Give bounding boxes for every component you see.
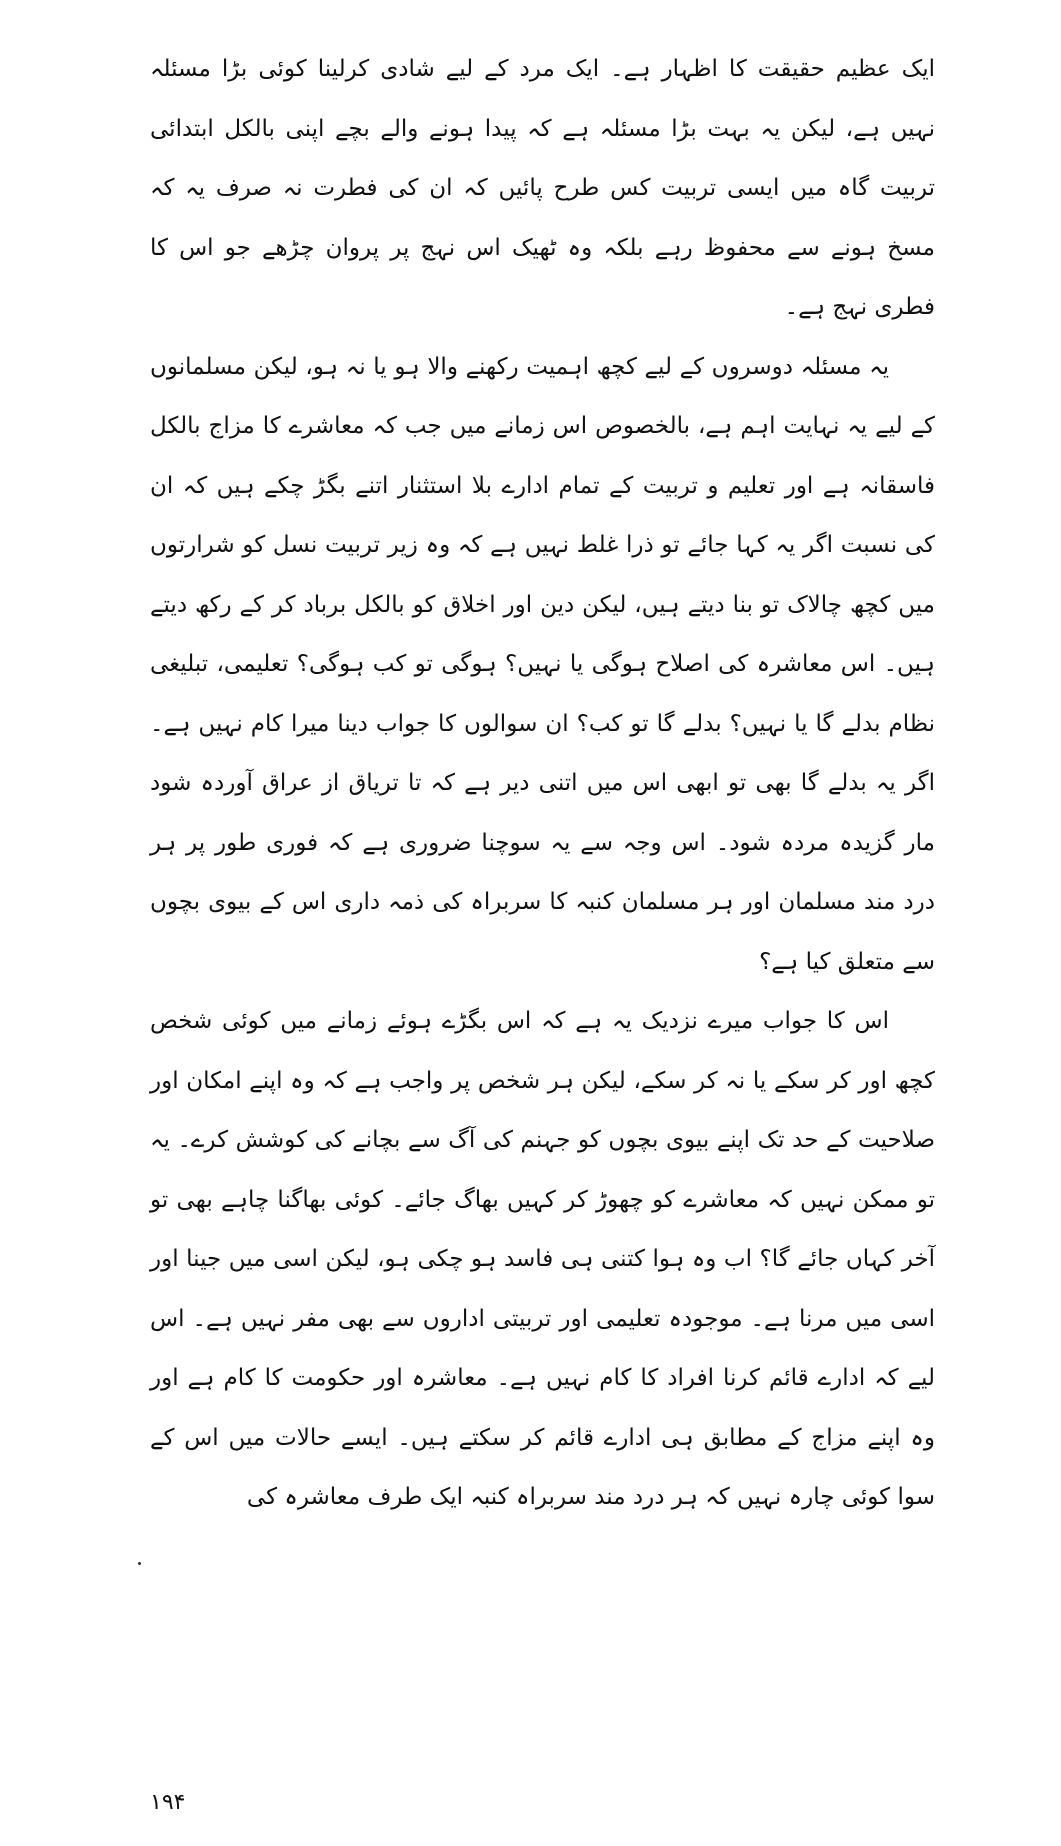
paragraph-3: اس کا جواب میرے نزدیک یہ ہے کہ اس بگڑے ہوئے زمانے میں کوئی شخص کچھ اور کر سکے یا نہ کر سکے، لیکن ہر شخص پر واجب ہے کہ وہ اپنے امکان اور صلاحیت کے حد تک اپنے بیوی بچوں کو جہنم کی آگ سے بچانے کی کوشش کرے۔ یہ تو ممکن نہیں کہ معاشرے کو چھوڑ کر کہیں بھاگ جائے۔ کوئی بھاگنا چاہے بھی تو آخر کہاں جائے گا؟ اب وہ ہوا کتنی ہی فاسد ہو چکی ہو، لیکن اسی میں جینا اور اسی میں مرنا ہے۔ موجودہ تعلیمی اور تربیتی اداروں سے بھی مفر نہیں ہے۔ اس لیے کہ ادارے قائم کرنا افراد کا کام نہیں ہے۔ معاشرہ اور حکومت کا کام ہے اور وہ اپنے مزاج کے مطابق ہی ادارے قائم کر سکتے ہیں۔ ایسے حالات میں اس کے سوا کوئی چارہ نہیں کہ ہر درد مند سربراہ کنبہ ایک طرف معاشرہ کی xyxy=(150,1008,935,1510)
body-text xyxy=(150,40,935,1528)
paragraph-2: یہ مسئلہ دوسروں کے لیے کچھ اہمیت رکھنے والا ہو یا نہ ہو، لیکن مسلمانوں کے لیے یہ نہایت اہم ہے، بالخصوص اس زمانے میں جب کہ معاشرے کا مزاج بالکل فاسقانہ ہے اور تعلیم و تربیت کے تمام ادارے بلا استثنار اتنے بگڑ چکے ہیں کہ ان کی نسبت اگر یہ کہا جائے تو ذرا غلط نہیں ہے کہ وہ زیر تربیت نسل کو شرارتوں میں کچھ چالاک تو بنا دیتے ہیں، لیکن دین اور اخلاق کو بالکل برباد کر کے رکھ دیتے ہیں۔ اس معاشرہ کی اصلاح ہوگی یا نہیں؟ ہوگی تو کب ہوگی؟ تعلیمی، تبلیغی نظام بدلے گا یا نہیں؟ بدلے گا تو کب؟ ان سوالوں کا جواب دینا میرا کام نہیں ہے۔ اگر یہ بدلے گا بھی تو ابھی اس میں اتنی دیر ہے کہ تا تریاق از عراق آوردہ شود مار گزیدہ مردہ شود۔ اس وجہ سے یہ سوچنا ضروری ہے کہ فوری طور پر ہر درد مند مسلمان اور ہر مسلمان کنبہ کا سربراہ کی ذمہ داری اس کے بیوی بچوں سے متعلق کیا ہے؟ xyxy=(150,353,935,975)
paragraph-1: ایک عظیم حقیقت کا اظہار ہے۔ ایک مرد کے لیے شادی کرلینا کوئی بڑا مسئلہ نہیں ہے، لیکن یہ بہت بڑا مسئلہ ہے کہ پیدا ہونے والے بچے اپنی بالکل ابتدائی تربیت گاہ میں ایسی تربیت کس طرح پائیں کہ ان کی فطرت نہ صرف یہ کہ مسخ ہونے سے محفوظ رہے بلکہ وہ ٹھیک اس نہج پر پروان چڑھے جو اس کا فطری نہج ہے۔ xyxy=(150,56,935,320)
margin-dot xyxy=(138,1562,141,1565)
page-number: ۱۹۴ xyxy=(150,1790,186,1815)
